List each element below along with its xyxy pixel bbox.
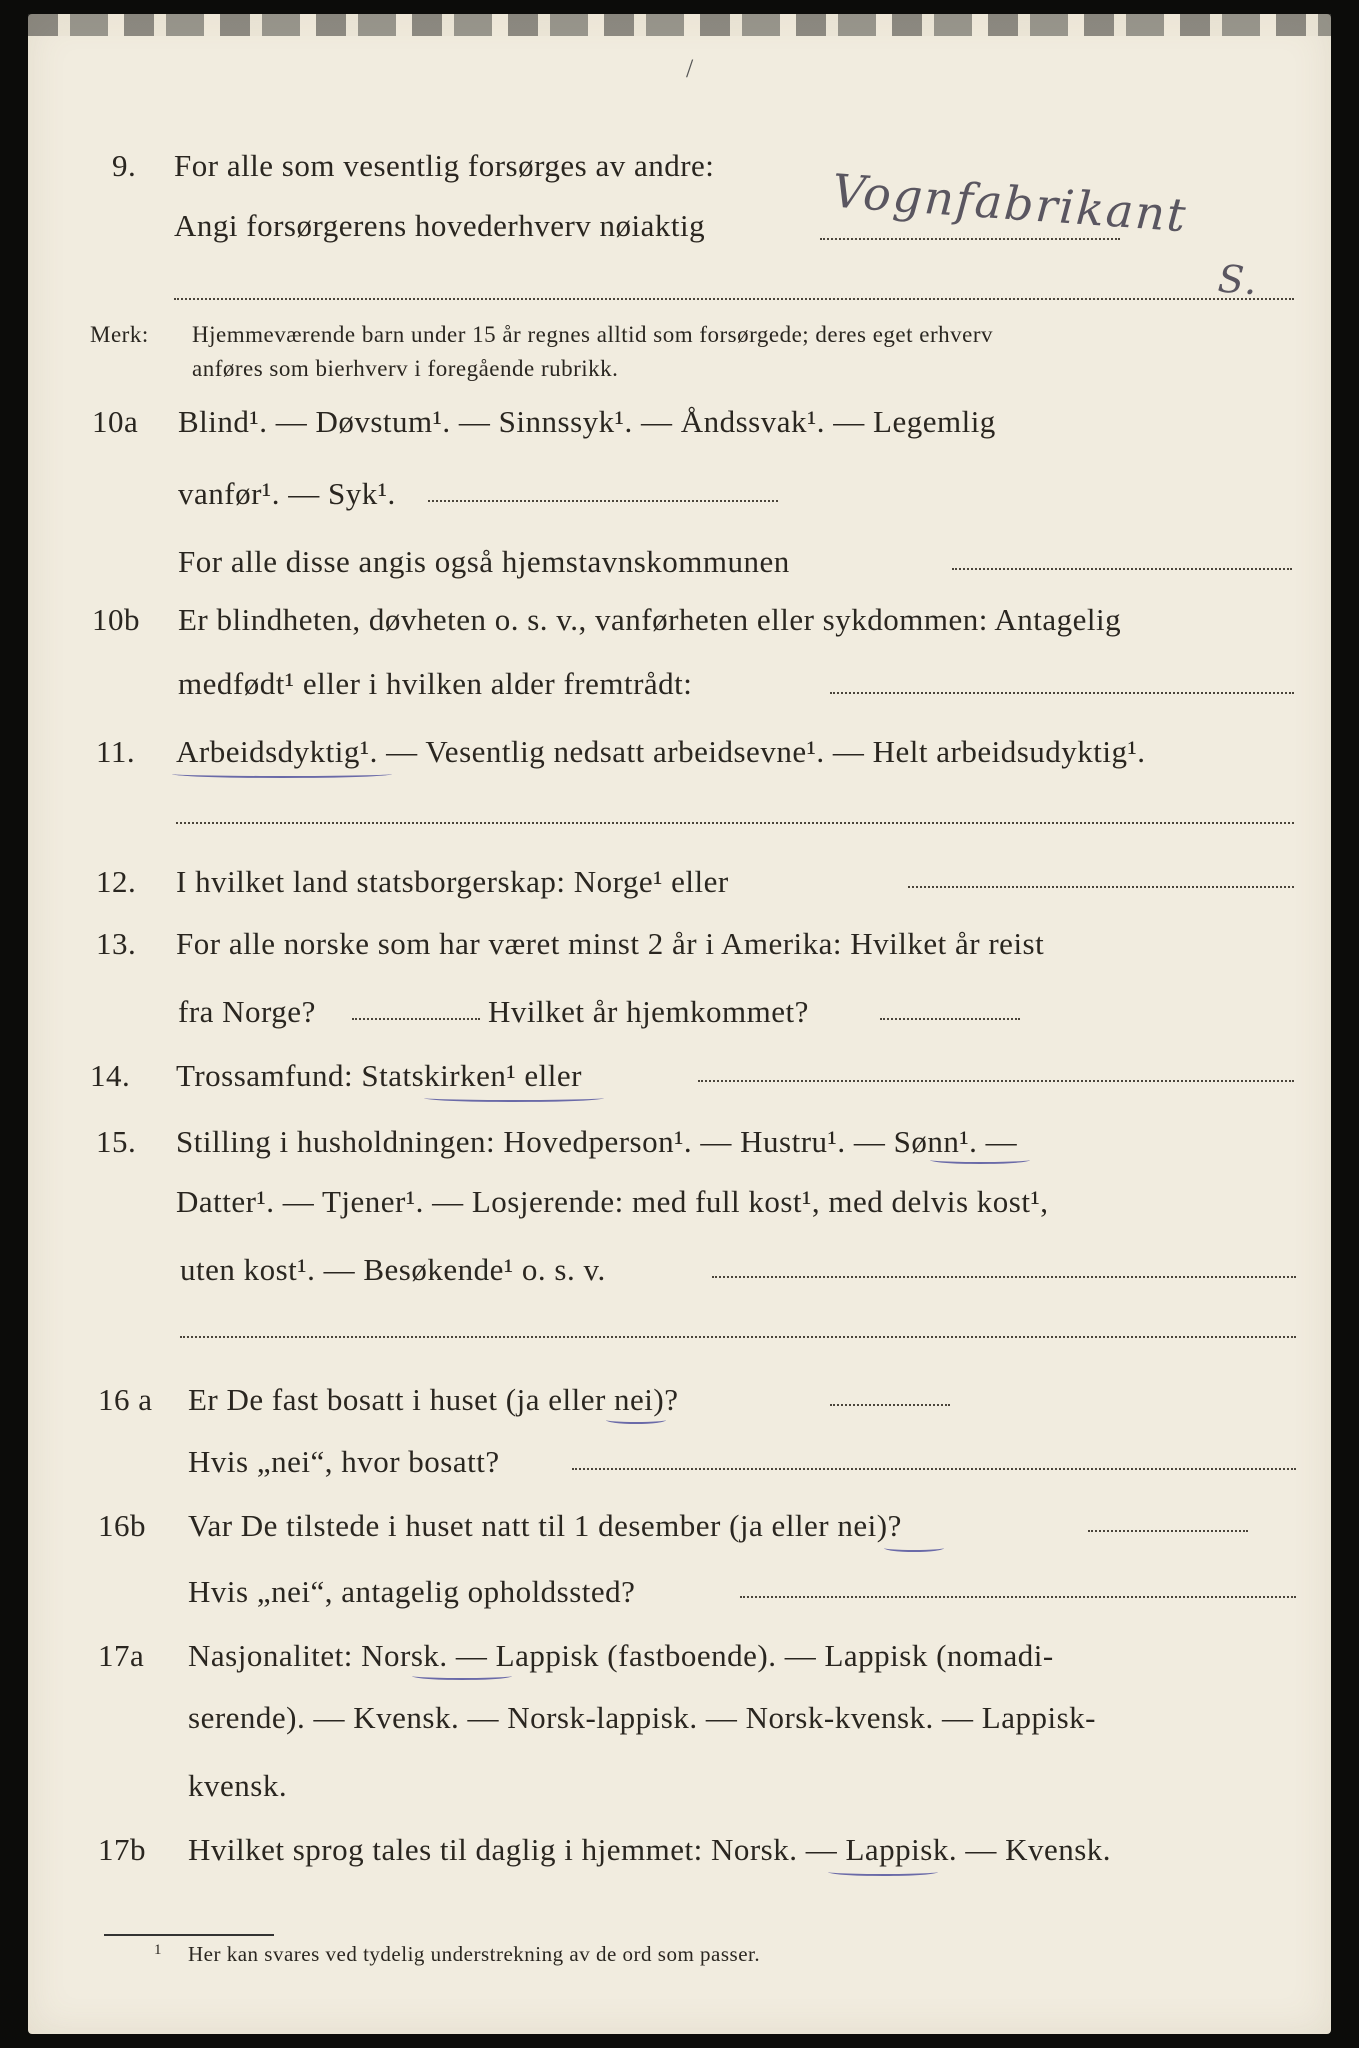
question-text: Blind¹. — Døvstum¹. — Sinnssyk¹. — Åndssvak¹. — Legemlig [178,404,996,439]
answer-line[interactable] [740,1596,1296,1598]
question-number: 11. [96,734,136,769]
merk-text: Hjemmeværende barn under 15 år regnes alltid som forsørgede; deres eget erhverv [192,322,993,347]
answer-line[interactable] [880,1018,1020,1020]
question-text: vanfør¹. — Syk¹. [178,476,396,511]
question-text: Hvilket år hjemkommet? [488,994,809,1029]
answer-line[interactable] [698,1080,1294,1082]
question-text: medfødt¹ eller i hvilken alder fremtrådt: [178,666,693,701]
answer-line[interactable] [174,298,1294,300]
question-number: 16 a [98,1382,153,1417]
question-number: 15. [96,1124,137,1159]
underline-mark [606,1416,666,1424]
answer-line[interactable] [830,1404,950,1406]
question-number: 17b [98,1832,146,1867]
answer-line[interactable] [908,886,1294,888]
answer-line[interactable] [352,1018,480,1020]
merk-label: Merk: [90,322,149,347]
answer-line[interactable] [830,692,1294,694]
question-text: For alle som vesentlig forsørges av andre: [174,148,715,183]
answer-line[interactable] [820,238,1120,240]
answer-line[interactable] [176,822,1294,824]
underline-mark [172,770,392,778]
question-number: 17a [98,1638,145,1673]
underline-mark [828,1868,938,1876]
question-text: Var De tilstede i huset natt til 1 desember (ja eller nei)? [188,1508,902,1543]
answer-line[interactable] [572,1468,1296,1470]
question-text: Hvilket sprog tales til daglig i hjemmet: Norsk. — Lappisk. — Kvensk. [188,1832,1112,1867]
question-text: serende). — Kvensk. — Norsk-lappisk. — Norsk-kvensk. — Lappisk- [188,1700,1096,1735]
underline-mark [412,1672,512,1680]
question-text: Datter¹. — Tjener¹. — Losjerende: med full kost¹, med delvis kost¹, [176,1184,1049,1219]
question-text: Trossamfund: Statskirken¹ eller [176,1058,582,1093]
ink-mark: / [686,54,694,83]
question-text: I hvilket land statsborgerskap: Norge¹ eller [176,864,729,899]
question-text: uten kost¹. — Besøkende¹ o. s. v. [180,1252,606,1287]
merk-text: anføres som bierhverv i foregående rubrikk. [192,356,619,381]
answer-line[interactable] [712,1276,1296,1278]
underline-mark [884,1544,944,1552]
question-number: 14. [90,1058,131,1093]
question-number: 10a [92,404,139,439]
question-text: Stilling i husholdningen: Hovedperson¹. — Hustru¹. — Sønn¹. — [176,1124,1018,1159]
answer-line[interactable] [428,500,778,502]
question-text: Arbeidsdyktig¹. — Vesentlig nedsatt arbeidsevne¹. — Helt arbeidsudyktig¹. [176,734,1146,769]
underline-mark [930,1156,1030,1164]
question-text: Nasjonalitet: Norsk. — Lappisk (fastboende). — Lappisk (nomadi- [188,1638,1054,1673]
answer-line[interactable] [952,568,1292,570]
handwritten-answer: Vognfabrikant [830,163,1190,243]
question-text: Hvis „nei“, hvor bosatt? [188,1444,500,1479]
answer-line[interactable] [1088,1530,1248,1532]
torn-top-edge [28,14,1331,36]
answer-line[interactable] [180,1336,1296,1338]
handwritten-answer-2: S. [1216,256,1261,304]
footnote-text: Her kan svares ved tydelig understrekning av de ord som passer. [188,1942,761,1966]
underline-mark [424,1094,604,1102]
question-number: 16b [98,1508,146,1543]
footnote-mark: 1 [154,1942,162,1958]
question-number: 12. [96,864,137,899]
question-text: kvensk. [188,1768,288,1803]
question-number: 10b [92,602,140,637]
question-text: For alle disse angis også hjemstavnskommunen [178,544,790,579]
question-text: Er blindheten, døvheten o. s. v., vanførheten eller sykdommen: Antagelig [178,602,1122,637]
question-number: 9. [112,148,137,183]
question-text: Er De fast bosatt i huset (ja eller nei)? [188,1382,679,1417]
footnote-rule [104,1934,274,1936]
question-number: 13. [96,926,137,961]
question-text: Angi forsørgerens hovederhverv nøiaktig [174,208,706,243]
question-text: For alle norske som har været minst 2 år i Amerika: Hvilket år reist [176,926,1045,961]
question-text: Hvis „nei“, antagelig opholdssted? [188,1574,636,1609]
question-text: fra Norge? [178,994,316,1029]
